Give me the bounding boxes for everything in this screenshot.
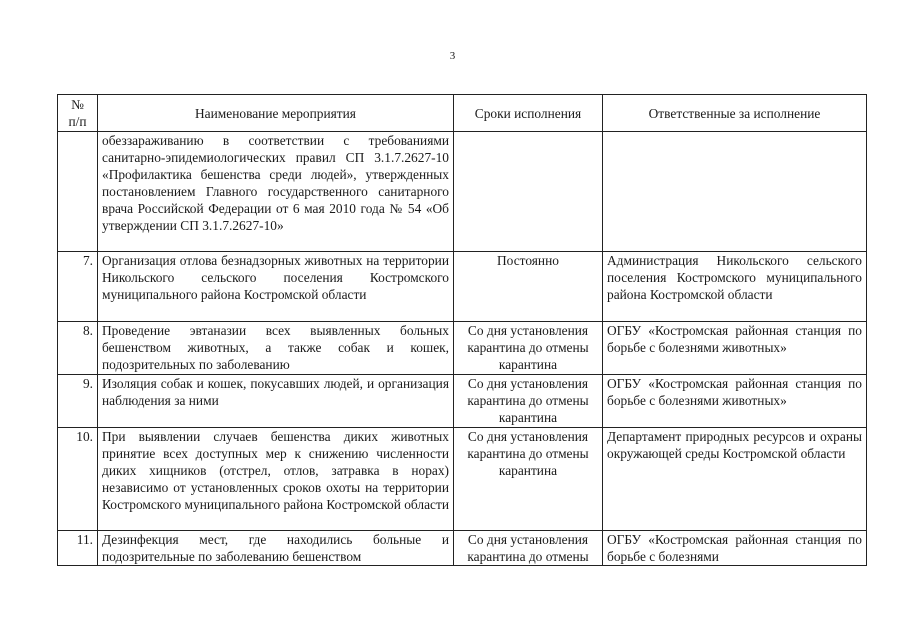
row-term: Со дня установления карантина до отмены xyxy=(454,531,603,566)
table-row xyxy=(58,132,867,252)
row-num: 11. xyxy=(58,531,98,566)
header-num: № п/п xyxy=(58,95,98,132)
page-number: 3 xyxy=(449,50,456,62)
row-responsible: ОГБУ «Костромская районная станция по борьбе с болезнями животных» xyxy=(603,322,867,375)
row-num: 10. xyxy=(58,428,98,531)
row-responsible: ОГБУ «Костромская районная станция по борьбе с болезнями животных» xyxy=(603,375,867,428)
table-header-row xyxy=(58,95,867,132)
table-row xyxy=(58,322,867,375)
row-name: При выявлении случаев бешенства диких животных принятие всех доступных мер к снижению численности диких хищников (отстрел, отлов, затравка в норах) независимо от установленных сроков охоты на территории Костромского муниципального района Костромской области xyxy=(98,428,454,531)
header-term: Сроки исполнения xyxy=(454,95,603,132)
table-row xyxy=(58,428,867,531)
row-name: Проведение эвтаназии всех выявленных больных бешенством животных, а также собак и кошек, подозрительных по заболеванию xyxy=(98,322,454,375)
table-row xyxy=(58,252,867,322)
row-num: 9. xyxy=(58,375,98,428)
row-responsible: Департамент природных ресурсов и охраны окружающей среды Костромской области xyxy=(603,428,867,531)
row-responsible: ОГБУ «Костромская районная станция по борьбе с болезнями xyxy=(603,531,867,566)
table-row xyxy=(58,375,867,428)
row-responsible xyxy=(603,132,867,252)
row-name: Дезинфекция мест, где находились больные и подозрительные по заболеванию бешенством xyxy=(98,531,454,566)
row-term: Постоянно xyxy=(454,252,603,322)
page-bottom-margin xyxy=(0,570,905,640)
row-name: Изоляция собак и кошек, покусавших людей, и организация наблюдения за ними xyxy=(98,375,454,428)
measures-table xyxy=(57,94,867,566)
row-responsible: Администрация Никольского сельского поселения Костромского муниципального района Костромской области xyxy=(603,252,867,322)
row-num xyxy=(58,132,98,252)
header-name: Наименование мероприятия xyxy=(98,95,454,132)
row-term: Со дня установления карантина до отмены карантина xyxy=(454,428,603,531)
row-num: 7. xyxy=(58,252,98,322)
table-row xyxy=(58,531,867,566)
row-name: обеззараживанию в соответствии с требованиями санитарно-эпидемиологических правил СП 3.1.7.2627-10 «Профилактика бешенства среди людей», утвержденных постановлением Главного государственного санитарного врача Российской Федерации от 6 мая 2010 года № 54 «Об утверждении СП 3.1.7.2627-10» xyxy=(98,132,454,252)
row-term: Со дня установления карантина до отмены карантина xyxy=(454,322,603,375)
row-num: 8. xyxy=(58,322,98,375)
row-name: Организация отлова безнадзорных животных на территории Никольского сельского поселения Костромского муниципального района Костромской области xyxy=(98,252,454,322)
row-term xyxy=(454,132,603,252)
row-term: Со дня установления карантина до отмены карантина xyxy=(454,375,603,428)
header-responsible: Ответственные за исполнение xyxy=(603,95,867,132)
